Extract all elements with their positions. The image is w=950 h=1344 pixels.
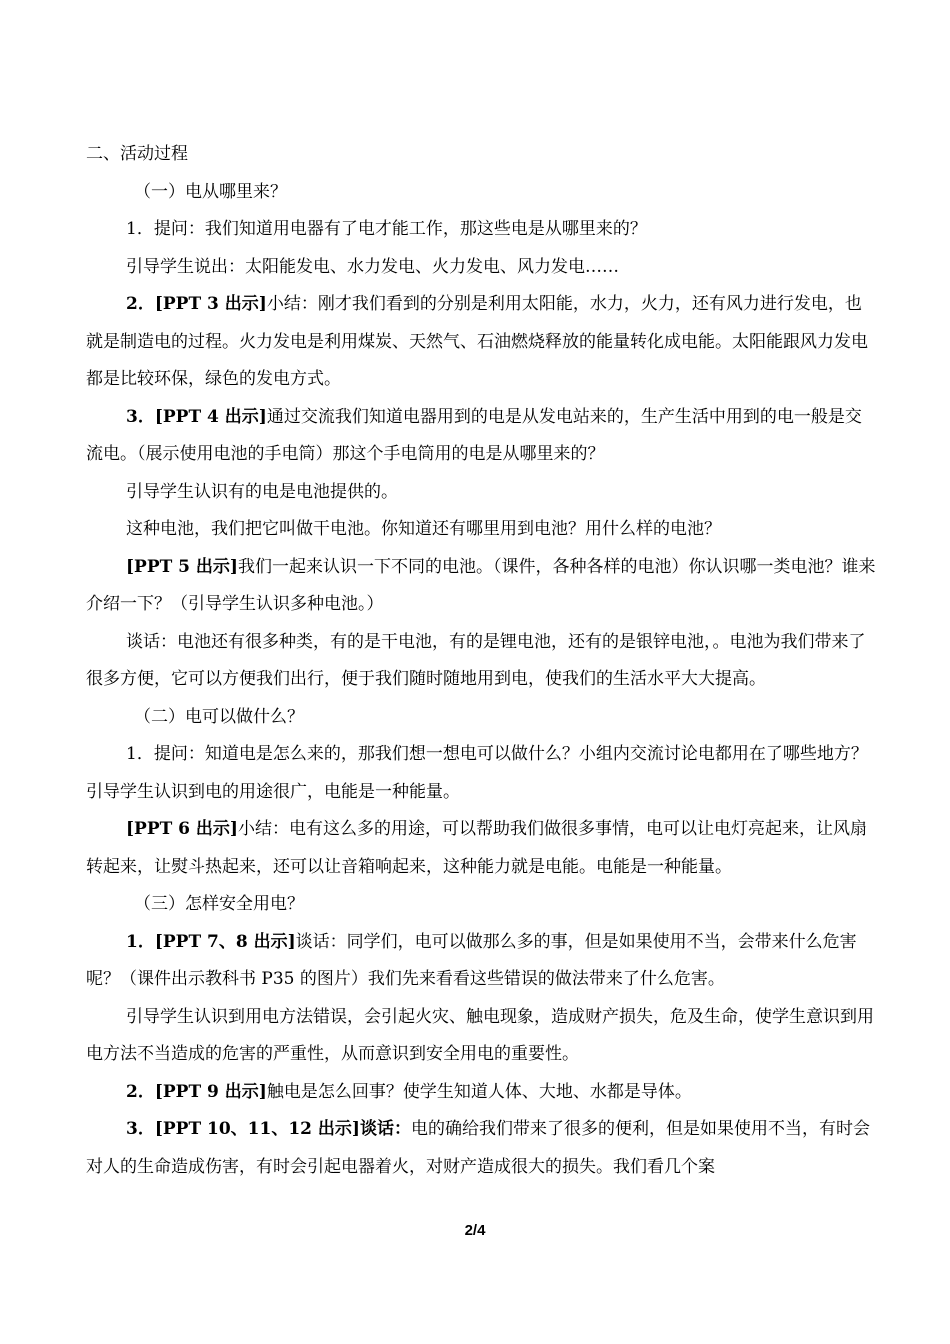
section-title: 二、活动过程 bbox=[86, 144, 188, 164]
ppt-tag: [PPT 6 出示] bbox=[126, 819, 238, 839]
paragraph: 引导学生认识有的电是电池提供的。 bbox=[126, 481, 398, 502]
paragraph-text: 小结：刚才我们看到的分别是利用太阳能，水力，火力，还有风力进行发电，也就是制造电的过程。火力发电是利用煤炭、天然气、石油燃烧释放的能量转化成电能。太阳能跟风力发电都是比较环保，绿色的发电方式。 bbox=[86, 294, 868, 389]
page-separator: / bbox=[472, 1222, 478, 1239]
paragraph bbox=[86, 924, 878, 999]
paragraph-text: 电的确给我们带来了很多的便利，但是如果使用不当，有时会对人的生命造成伤害，有时会引起电器着火，对财产造成很大的损失。我们看几个案 bbox=[86, 1119, 870, 1177]
ppt-tag: [PPT 4 出示] bbox=[154, 406, 267, 427]
paragraph bbox=[86, 811, 878, 886]
current-page: 2 bbox=[464, 1222, 473, 1239]
item-number: 3． bbox=[126, 1119, 155, 1139]
paragraph: 谈话：电池还有很多种类，有的是干电池，有的是锂电池，还有的是银锌电池，。电池为我们带来了很多方便，它可以方便我们出行，便于我们随时随地用到电，使我们的生活水平大大提高。 bbox=[86, 631, 866, 689]
item-number: 2． bbox=[126, 1081, 155, 1102]
paragraph-text: 通过交流我们知道电器用到的电是从发电站来的，生产生活中用到的电一般是交流电。（展示使用电池的手电筒）那这个手电筒用的电是从哪里来的？ bbox=[86, 406, 862, 464]
paragraph: 引导学生认识到用电方法错误，会引起火灾、触电现象，造成财产损失，危及生命，使学生意识到用电方法不当造成的危害的严重性，从而意识到安全用电的重要性。 bbox=[86, 1006, 874, 1064]
total-pages: 4 bbox=[477, 1222, 486, 1239]
subheading-3: （三）怎样安全用电？ bbox=[134, 894, 304, 914]
paragraph bbox=[86, 286, 878, 399]
item-number: 2． bbox=[126, 294, 155, 314]
subheading-1: （一）电从哪里来？ bbox=[134, 181, 287, 202]
paragraph-text: 触电是怎么回事？使学生知道人体、大地、水都是导体。 bbox=[266, 1081, 692, 1102]
paragraph: 引导学生说出：太阳能发电、水力发电、火力发电、风力发电…… bbox=[126, 256, 619, 277]
document-body bbox=[86, 136, 878, 1186]
item-number: 3． bbox=[126, 406, 155, 427]
paragraph bbox=[86, 399, 878, 474]
ppt-tag: [PPT 10、11、12 出示]谈话： bbox=[154, 1119, 411, 1139]
paragraph-text: 小结：电有这么多的用途，可以帮助我们做很多事情，电可以让电灯亮起来，让风扇转起来，让熨斗热起来，还可以让音箱响起来，这种能力就是电能。电能是一种能量。 bbox=[86, 819, 867, 877]
ppt-tag: [PPT 3 出示] bbox=[154, 294, 267, 314]
ppt-tag: [PPT 9 出示] bbox=[154, 1081, 267, 1102]
paragraph-text: 谈话：同学们，电可以做那么多的事，但是如果使用不当，会带来什么危害呢？（课件出示教科书 P35 的图片）我们先来看看这些错误的做法带来了什么危害。 bbox=[86, 931, 857, 989]
paragraph bbox=[86, 549, 878, 624]
paragraph: 1．提问：我们知道用电器有了电才能工作，那这些电是从哪里来的？ bbox=[126, 219, 647, 239]
page-number bbox=[0, 1222, 950, 1239]
paragraph: 这种电池，我们把它叫做干电池。你知道还有哪里用到电池？用什么样的电池？ bbox=[126, 519, 721, 539]
ppt-tag: [PPT 7、8 出示] bbox=[154, 931, 296, 952]
ppt-tag: [PPT 5 出示] bbox=[126, 556, 238, 577]
paragraph-text: 我们一起来认识一下不同的电池。（课件，各种各样的电池）你认识哪一类电池？谁来介绍一下？（引导学生认识多种电池。） bbox=[86, 556, 876, 614]
paragraph bbox=[86, 1111, 878, 1186]
subheading-2: （二）电可以做什么？ bbox=[134, 706, 304, 727]
item-number: 1． bbox=[126, 931, 155, 952]
paragraph bbox=[86, 1074, 878, 1112]
paragraph: 1．提问：知道电是怎么来的，那我们想一想电可以做什么？小组内交流讨论电都用在了哪些地方？引导学生认识到电的用途很广，电能是一种能量。 bbox=[86, 744, 868, 802]
